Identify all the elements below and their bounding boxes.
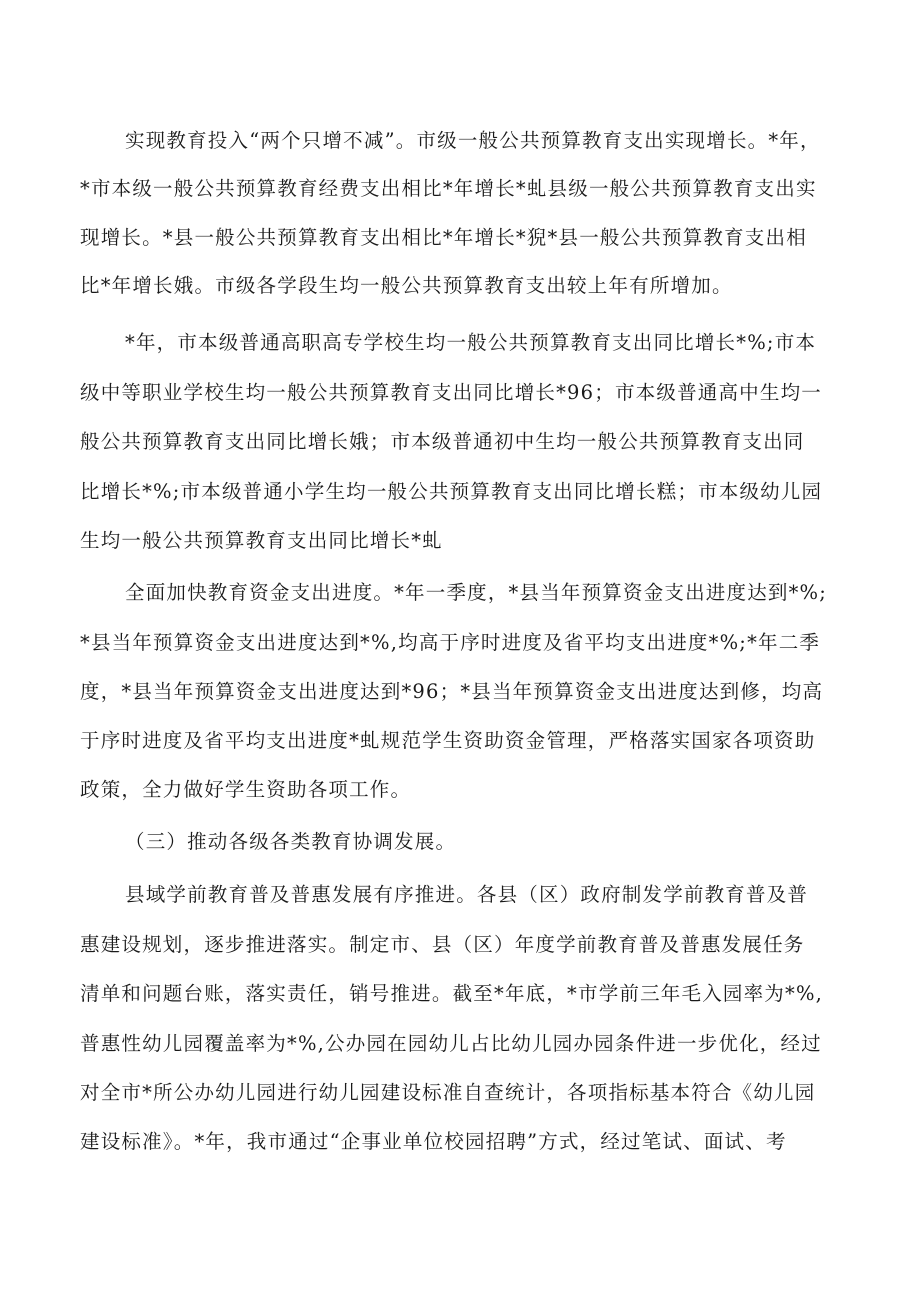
paragraph-line: 生均一般公共预算教育支出同比增长*虬 [80,529,443,552]
paragraph-line: 比*年增长娥。市级各学段生均一般公共预算教育支出较上年有所增加。 [80,274,733,297]
section-heading: （三）推动各级各类教育协调发展。 [125,830,457,853]
paragraph-line: *市本级一般公共预算教育经费支出相比*年增长*虬县级一般公共预算教育支出实 [80,177,817,200]
paragraph-line: 县域学前教育普及普惠发展有序推进。各县（区）政府制发学前教育普及普 [125,883,809,906]
paragraph-line: 普惠性幼儿园覆盖率为*%,公办园在园幼儿占比幼儿园办园条件进一步优化，经过 [80,1032,822,1055]
paragraph-line: 实现教育投入“两个只增不减”。市级一般公共预算教育支出实现增长。*年， [125,129,821,152]
paragraph-line: 政策，全力做好学生资助各项工作。 [80,778,412,801]
paragraph-line: 清单和问题台账，落实责任，销号推进。截至*年底，*市学前三年毛入园率为*%, [80,982,824,1005]
paragraph-line: 对全市*所公办幼儿园进行幼儿园建设标准自查统计，各项指标基本符合《幼儿园 [80,1081,816,1104]
paragraph-line: 惠建设规划，逐步推进落实。制定市、县（区）年度学前教育普及普惠发展任务 [80,933,805,956]
paragraph-line: 于序时进度及省平均支出进度*虬规范学生资助资金管理，严格落实国家各项资助 [80,729,816,752]
paragraph-line: 般公共预算教育支出同比增长娥；市本级普通初中生均一般公共预算教育支出同 [80,430,805,453]
paragraph-line: 比增长*%;市本级普通小学生均一般公共预算教育支出同比增长糕；市本级幼儿园 [80,480,823,503]
paragraph-line: *县当年预算资金支出进度达到*%,均高于序时进度及省平均支出进度*%;*年二季 [80,631,821,654]
paragraph-line: 建设标准》。*年，我市通过“企事业单位校园招聘”方式，经过笔试、面试、考 [80,1130,787,1153]
paragraph-line: 全面加快教育资金支出进度。*年一季度，*县当年预算资金支出进度达到*%; [125,581,828,604]
paragraph-line: 度，*县当年预算资金支出进度达到*96；*县当年预算资金支出进度达到修，均高 [80,680,824,703]
paragraph-line: 现增长。*县一般公共预算教育支出相比*年增长*猊*县一般公共预算教育支出相 [80,226,807,249]
paragraph-line: *年，市本级普通高职高专学校生均一般公共预算教育支出同比增长*%;市本 [125,331,817,354]
paragraph-line: 级中等职业学校生均一般公共预算教育支出同比增长*96；市本级普通高中生均一 [80,381,822,404]
